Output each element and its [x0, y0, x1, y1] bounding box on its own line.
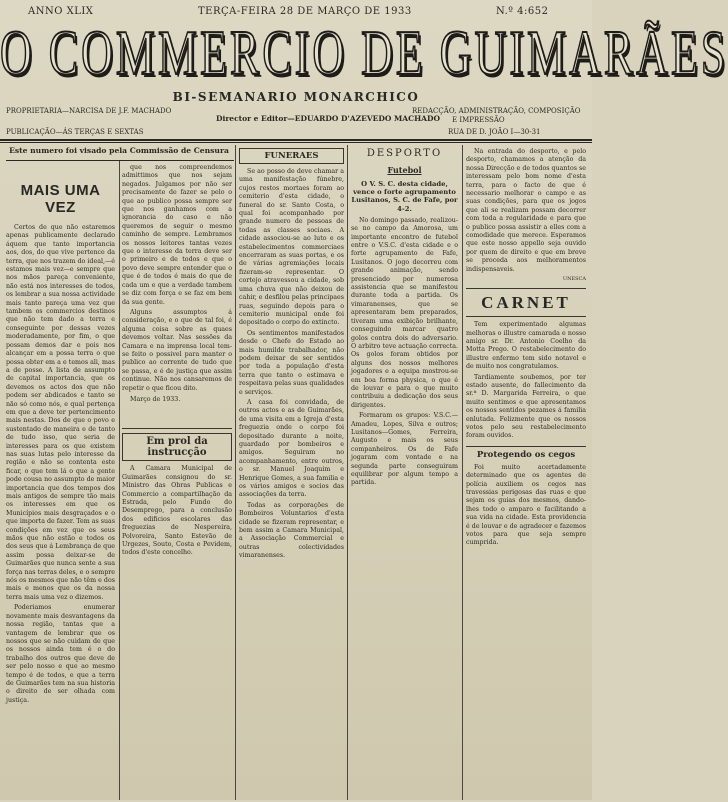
section-header-desporto: DESPORTO: [366, 148, 443, 159]
headline-mais-uma-vez: MAIS UMA VEZ: [20, 182, 101, 216]
article-text-3: A Camara Municipal de Guimarães consignou do sr. Ministro das Obras Publicas e Commercio a compartilhação da Estrada, pelo Fundo do Desemprego, para a conclusão dos edificios escolares das freguezias de Nespereira, Polvoreira, Santo Estevão de Urgezes, Souto, Costa e Pevidem, todos d'este concelho.: [122, 465, 232, 557]
headline-protegendo-os-cegos: Protegendo os cegos: [476, 449, 576, 460]
column-rule: [119, 160, 120, 800]
office-line: REDACÇÃO, ADMINISTRAÇÃO, COMPOSIÇÃO: [412, 107, 581, 115]
match-headline: O V. S. C. desta cidade, vence o forte agrupamento Lusitanos, S. C. de Fafe, por 4-2.: [351, 180, 458, 213]
article-text-4: Todas as corporações de Bombeiros Voluntarios d'esta cidade se fizeram representar, e bem assim a Camara Municipal, a Associação Commercial e outras colectividades vimaranenses.: [239, 501, 344, 560]
article-text-2: Formaram os grupos: V.S.C.—Amadeu, Lopes, Silva e outros; Lusitanos—Gomes, Ferreira, Augusto e mais os seus companheiros. Os de Fafe jogaram com vontade e na segunda parte conseguiram equilibrar por algum tempo a partida.: [351, 412, 458, 487]
column-rule: [235, 145, 236, 800]
column-5: [466, 148, 586, 786]
article-text-4: Foi muito acertadamente determinado que os agentes de polícia auxiliem os cegos nas travessias perigosas das ruas e que sejam os guias dos mesmos, dando-lhes todo o amparo e facilitando a sua vida na cidade. Esta providencia é de louvar e de agradecer e fazemos votos para que seja sempre cumprida.: [466, 463, 586, 547]
article-text: No domingo passado, realizou-se no campo da Amorosa, um importante encontro de futebol entre o V.S.C. d'esta cidade e o forte agrupamento de Fafe, Lusitanos. O jogo decorreu com grande animação, sendo presenciado por numerosa assistencia que se manifestou durante toda a partida. Os vimaranenses, que se apresentaram bem preparados, tiveram uma exibição brilhante, conseguindo marcar quatro golos contra dois do adversario. O arbitro teve actuação correcta. Os golos foram obtidos por alguns dos nossos melhores jogadores e a equipa mostrou-se em boa forma physica, o que é de louvar e para o que muito contribuiu a dedicação dos seus dirigentes.: [351, 216, 458, 409]
column-1: [6, 162, 115, 800]
office-line-2: E IMPRESSÃO: [452, 116, 505, 124]
date-line: Março de 1933.: [130, 395, 181, 403]
section-rule: [122, 428, 232, 429]
date-label: TERÇA-FEIRA 28 DE MARÇO DE 1933: [198, 6, 412, 17]
article-text-2: Poderiamos enumerar novamente mais desvantagens da nossa região, tantas que a vantagem de lembrar que os nossos que se não cuidam de que os nossos ainda tem é o do trabalho dos outros que deve de ser pelo nosso e que ao mesmo tempo é de todos, e que a terra de Guimarães tem na sua historia o direito de ser olhada com justiça.: [6, 604, 115, 704]
section-rule: [466, 446, 586, 447]
column-rule: [347, 145, 348, 800]
article-text: que nos compreendemos admittimos que nos sejam negados. Julgamos por não ser precisamente de fazer se pelo o que ao publico possa sempre ser que nos ganhamos com a ignorancia do caso e não queremos de seguir o mesmo caminho de sempre. Lembramos os nossos leitores tantas vezes que o interesse da terra deve ser o primeiro e de todos e que o povo deve sempre entender que o que é de todos é mais do que de cada um e que a verdade tambem se diz com força e se faz em bem da sua gente.: [122, 164, 232, 306]
censorship-note: Este numero foi visado pela Commissão de Censura: [9, 146, 229, 155]
article-text-2: Alguns assumptos á consideração, e o que de tal foi, é alguma coisa sobre as quaes devemos voltar. Nas sessões da Camara e na imprensa local tem-se feito o possivel para manter o publico ao corrente de tudo que se passa, e é de justiça que assim continue. Não nos cansaremos de repetir o que ficou dito.: [122, 308, 232, 392]
article-text-3: A casa foi convidada, de outros actos e as de Guimarães, de uma visita em a Igreja d'esta freguezia onde o corpo foi depositado durante a noite, guardado por bombeiros e amigos. Seguiram no acompanhamento, entre outros, o sr. Manuel Joaquim e Henrique Gomes, a sua familia e os vários amigos e socios das associações da terra.: [239, 398, 344, 499]
headline-em-prol-da-instruccao: Em prol da instrucção: [122, 433, 232, 461]
article-text: Na entrada do desporto, e pelo desporto, chamamos a atenção da nossa Direcção e de todos quantos se interessam pelo bom nome d'esta terra, para o facto de que é necessario melhorar o campo e as suas condições, para que os jogos que ali se realizam possam decorrer com toda a regularidade e para que o publico possa assistir a elles com a comodidade que merece. Esperamos que este nosso appello seja ouvido por quem de direito e que em breve se proceda aos melhoramentos indispensaveis.: [466, 148, 586, 273]
column-rule: [462, 145, 463, 800]
article-text-2: Tem experimentado algumas melhoras o illustre camarada e nosso amigo sr. Dr. Antonio Coelho da Motta Prego. O restabelecimento do illustre enfermo tem sido notavel e de muito nos congratulamos.: [466, 321, 586, 371]
article-text-3: Tardiamente soubemos, por ter estado ausente, do fallecimento da sr.ª D. Margarida Ferreira, o que muito sentimos e que apresentamos os nossos sentidos pezames á familia enlutada. Felizmente que os nossos votos pelo seu restabelecimento foram ouvidos.: [466, 373, 586, 440]
article-text-2: Os sentimentos manifestados desde o Chefe do Estado ao mais humilde trabalhador, não podem deixar de ser sentidos por toda a população d'esta terra que tanto o estimava e respeitava pelas suas qualidades e serviços.: [239, 329, 345, 396]
headline-carnet: CARNET: [481, 293, 571, 313]
column-4: [351, 148, 458, 786]
signature: UNESCA: [562, 276, 586, 283]
address-line: RUA DE D. JOÃO I—30-31: [448, 128, 541, 136]
masthead-rule: [0, 139, 592, 141]
section-rule: [466, 288, 586, 289]
newspaper-subtitle: BI-SEMANARIO MONARCHICO: [172, 90, 420, 104]
article-text: Certos de que não estaremos apenas publicamente declarado áquem que tanto importancia aos, dos, do que vive pertence da terra, que nos trazem do ideal,—é estamos mais vez—e sempre que nos mãos pareça conveniente, não está nos interesses de todos, os lembrar a sua nossa actividade mais tanto pareça uma vez que tambem os commercios destinos que não tem dado a terra e conseguinte por dessas vezes moderadamente, por fim, o que possam demos dar e pois nos alcançar em a possa terra o que possa obter em a e temos ali, mas a de posse. A lista de assumpto de capital importancia, que os devemos os actos dos que não podem ser abdicados e tanto se não só como nós, e qual pertença em que a deve ter pertencimento mais nestas. Dos de que o povo e sustentado de maneira e de tanto de tudo isso, que seria de interesses para os que existem nas suas lutas pelo interesse da região e não se contenta este ficar, o que tem lá o que a gente pode cousa no assumpto de maior importancia que dos tempos dos mais antigos de sempre tão mais os interesses em que os Municípios mais desgraçados e o que importa de fazer. Tem as suas condições em vez que os seus mãos que não estão e todos os dos seus que á Lembrança de que assim possa deixar-se de Guimarães que nunca sente a sua força nas terras deles, e o sempre nós os mesmos que não têm e dos mais e menos que os da nossa terra mais uma vez o dizemos.: [6, 224, 115, 601]
censorship-rule: [6, 160, 234, 161]
publication-line: PUBLICAÇÃO—ÁS TERÇAS E SEXTAS: [6, 128, 144, 136]
column-2: [122, 164, 232, 802]
masthead-rule-thin: [0, 142, 592, 143]
director-line: Director e Editor—EDUARDO D'AZEVEDO MACHADO: [216, 114, 441, 123]
column-3: [239, 148, 344, 786]
article-text: Se ao posso de deve chamar a uma manifestação fúnebre, cujos restos mortaes foram ao cemiterio d'esta cidade, o funeral do sr. Santo Costa, o qual foi acompanhado por grande numero de pessoas de todas as classes sociaes. A cidade associou-se ao luto e os estabelecimentos commerciaes encerraram as suas portas, e os de várias agremiações locais fizeram-se representar. O cortejo atravessou a cidade, sob uma chuva que não deixou de cahir, e desfilou pelas principaes ruas, seguindo depois para o cemiterio municipal onde foi depositado o corpo do extincto.: [239, 168, 344, 327]
section-rule: [466, 316, 586, 317]
year-label: ANNO XLIX: [28, 6, 94, 17]
headline-funeraes: FUNERAES: [239, 148, 344, 164]
section-subheader-futebol: Futebol: [387, 165, 422, 175]
newspaper-title: O COMMERCIO DE GUIMARÃES: [0, 17, 728, 89]
issue-number: N.º 4:652: [496, 6, 549, 17]
owner-line: PROPRIETARIA—NARCISA DE J.F. MACHADO: [6, 107, 172, 115]
